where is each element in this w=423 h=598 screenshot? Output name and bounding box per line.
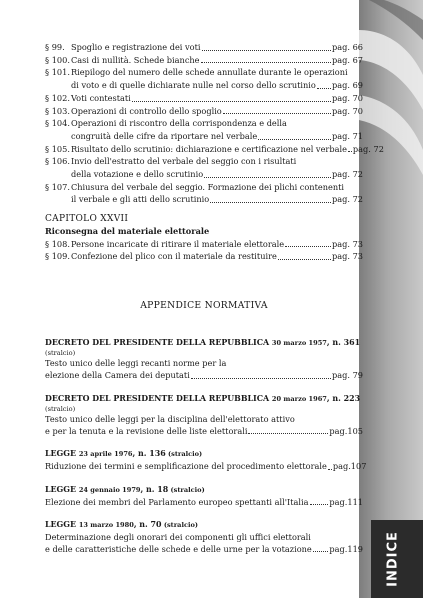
index-tab-label: INDICE xyxy=(385,531,401,587)
section-title-cont: il verbale e gli atti dello scrutinio xyxy=(71,194,210,205)
dot-leader xyxy=(223,113,331,114)
appendix-title: APPENDICE NORMATIVA xyxy=(140,300,268,312)
dot-leader xyxy=(285,246,331,247)
toc-section-list xyxy=(45,41,384,206)
law-type: LEGGE xyxy=(45,449,77,459)
toc-entry[interactable] xyxy=(45,238,363,251)
law-description: Testo unico delle leggi per la disciplina dell'elettorato attivo xyxy=(45,413,295,424)
toc-entry[interactable] xyxy=(45,181,363,194)
law-stralcio: (stralcio) xyxy=(161,520,198,529)
law-date: 13 marzo 1980 xyxy=(78,520,134,529)
law-date: 30 marzo 1957 xyxy=(271,339,327,348)
page-number: pag.107 xyxy=(332,461,367,472)
law-entry[interactable] xyxy=(45,393,363,438)
page-number: pag. 79 xyxy=(332,370,363,381)
section-title-cont: congruità delle cifre da riportare nel verbale xyxy=(71,130,258,141)
page-number: pag. 70 xyxy=(332,105,363,116)
law-description-last xyxy=(45,496,363,508)
side-decoration xyxy=(359,0,423,598)
law-description-last xyxy=(45,369,363,381)
section-number: § 101. xyxy=(45,67,70,78)
page-number: pag.111 xyxy=(329,496,363,507)
law-entry[interactable] xyxy=(45,337,363,382)
dot-leader xyxy=(278,259,331,260)
law-type: DECRETO DEL PRESIDENTE DELLA REPUBBLICA xyxy=(45,338,270,348)
law-number: , n. 136 xyxy=(132,449,166,459)
law-description: e delle caratteristiche delle schede e delle urne per la votazione xyxy=(45,544,312,555)
toc-entry-continuation xyxy=(45,130,363,143)
section-number: § 108. xyxy=(45,238,70,249)
law-type: LEGGE xyxy=(45,519,77,529)
toc-entry-continuation xyxy=(45,168,363,181)
law-stralcio: (stralcio) xyxy=(45,349,76,358)
toc-entry[interactable] xyxy=(45,143,384,156)
dot-leader xyxy=(310,504,329,505)
dot-leader xyxy=(202,50,332,51)
page-number: pag. 70 xyxy=(332,92,363,103)
law-description: Elezione dei membri del Parlamento europeo spettanti all'Italia xyxy=(45,496,309,507)
law-type: LEGGE xyxy=(45,484,77,494)
toc-entry[interactable] xyxy=(45,66,363,79)
law-heading xyxy=(45,484,363,496)
dot-leader xyxy=(210,202,331,203)
section-title: Riepilogo del numero delle schede annullate durante le operazioni xyxy=(71,67,348,78)
section-title: Chiusura del verbale del seggio. Formazione dei plichi contenenti xyxy=(71,181,345,192)
law-entry[interactable] xyxy=(45,484,363,508)
law-description: Riduzione dei termini e semplificazione del procedimento elettorale xyxy=(45,461,327,472)
dot-leader xyxy=(132,101,331,102)
dot-leader xyxy=(248,433,328,434)
page-number: pag. 72 xyxy=(352,143,384,154)
section-number: § 102. xyxy=(45,92,70,103)
dot-leader xyxy=(204,177,331,178)
law-description: Testo unico delle leggi recanti norme per la xyxy=(45,358,227,369)
page-number: pag. 73 xyxy=(332,251,363,262)
dot-leader xyxy=(191,378,331,379)
section-number: § 107. xyxy=(45,181,70,192)
page-number: pag. 73 xyxy=(332,238,363,249)
section-title-cont: di voto e di quelle dichiarate nulle nel corso dello scrutinio xyxy=(71,80,316,91)
chapter-section-list xyxy=(45,238,363,263)
section-title: Confezione del plico con il materiale da restituire xyxy=(71,251,277,262)
section-number: § 104. xyxy=(45,118,70,129)
law-stralcio: (stralcio) xyxy=(165,450,203,459)
chapter-title: Riconsegna del materiale elettorale xyxy=(45,226,210,237)
section-number: § 103. xyxy=(45,105,70,116)
toc-entry[interactable] xyxy=(45,155,363,168)
dot-leader xyxy=(328,469,332,470)
law-heading xyxy=(45,337,363,349)
section-title: Persone incaricate di ritirare il materiale elettorale xyxy=(71,238,285,249)
law-heading xyxy=(45,393,363,405)
page-number: pag. 67 xyxy=(332,54,363,65)
section-title-cont: della votazione e dello scrutinio xyxy=(71,169,204,180)
law-number: , n. 18 xyxy=(140,484,169,494)
page-number: pag. 71 xyxy=(332,130,363,141)
toc-entry[interactable] xyxy=(45,250,363,263)
section-title: Risultato dello scrutinio: dichiarazione e certificazione nel verbale xyxy=(71,143,347,154)
toc-entry-continuation xyxy=(45,79,363,92)
toc-entry[interactable] xyxy=(45,105,363,118)
page-number: pag. 66 xyxy=(332,42,363,52)
dot-leader xyxy=(317,88,331,89)
toc-entry[interactable] xyxy=(45,54,363,67)
section-number: § 106. xyxy=(45,156,70,167)
dot-leader xyxy=(313,551,329,552)
law-stralcio: (stralcio) xyxy=(168,485,205,494)
law-date: 20 marzo 1967 xyxy=(271,394,327,403)
page-number: pag.119 xyxy=(329,544,363,555)
dot-leader xyxy=(201,62,331,63)
page-number: pag.105 xyxy=(329,425,363,436)
section-number: § 100. xyxy=(45,54,70,65)
law-heading xyxy=(45,519,363,531)
law-date: 24 gennaio 1979 xyxy=(78,485,141,494)
section-number: § 99. xyxy=(45,42,65,52)
law-list xyxy=(45,337,367,555)
law-description-last xyxy=(45,425,363,437)
page-number: pag. 69 xyxy=(332,80,363,91)
section-title: Voti contestati xyxy=(71,92,131,103)
law-number: , n. 70 xyxy=(133,519,162,529)
law-type: DECRETO DEL PRESIDENTE DELLA REPUBBLICA xyxy=(45,393,270,403)
law-description: e per la tenuta e la revisione delle liste elettorali xyxy=(45,425,248,436)
page-number: pag. 72 xyxy=(332,194,363,205)
page-number: pag. 72 xyxy=(332,169,363,180)
table-of-contents xyxy=(45,41,384,566)
law-stralcio: (stralcio) xyxy=(45,404,76,413)
law-entry[interactable] xyxy=(45,519,363,556)
section-title: Spoglio e registrazione dei voti xyxy=(71,42,201,52)
law-description: Determinazione degli onorari dei componenti gli uffici elettorali xyxy=(45,531,311,542)
toc-entry[interactable] xyxy=(45,92,363,105)
section-title: Invio dell'estratto del verbale del seggio con i risultati xyxy=(71,156,297,167)
law-description: elezione della Camera dei deputati xyxy=(45,370,190,381)
law-description-last xyxy=(45,543,363,555)
law-number: , n. 223 xyxy=(326,393,361,403)
dot-leader xyxy=(348,151,352,152)
law-date: 23 aprile 1976 xyxy=(78,450,133,459)
toc-entry-continuation xyxy=(45,193,363,206)
law-entry[interactable] xyxy=(45,448,367,472)
section-number: § 109. xyxy=(45,251,70,262)
section-title: Operazioni di riscontro della corrispondenza e della xyxy=(71,118,287,129)
law-description-last xyxy=(45,460,367,472)
law-heading xyxy=(45,448,363,460)
toc-entry[interactable] xyxy=(45,41,363,54)
toc-entry[interactable] xyxy=(45,117,363,130)
dot-leader xyxy=(258,139,331,140)
section-title: Casi di nullità. Schede bianche xyxy=(71,54,200,65)
section-number: § 105. xyxy=(45,143,70,154)
chapter-heading: CAPITOLO XXVII xyxy=(45,214,129,225)
law-number: , n. 361 xyxy=(326,338,361,348)
section-title: Operazioni di controllo dello spoglio xyxy=(71,105,222,116)
swoosh-graphic xyxy=(359,0,423,598)
